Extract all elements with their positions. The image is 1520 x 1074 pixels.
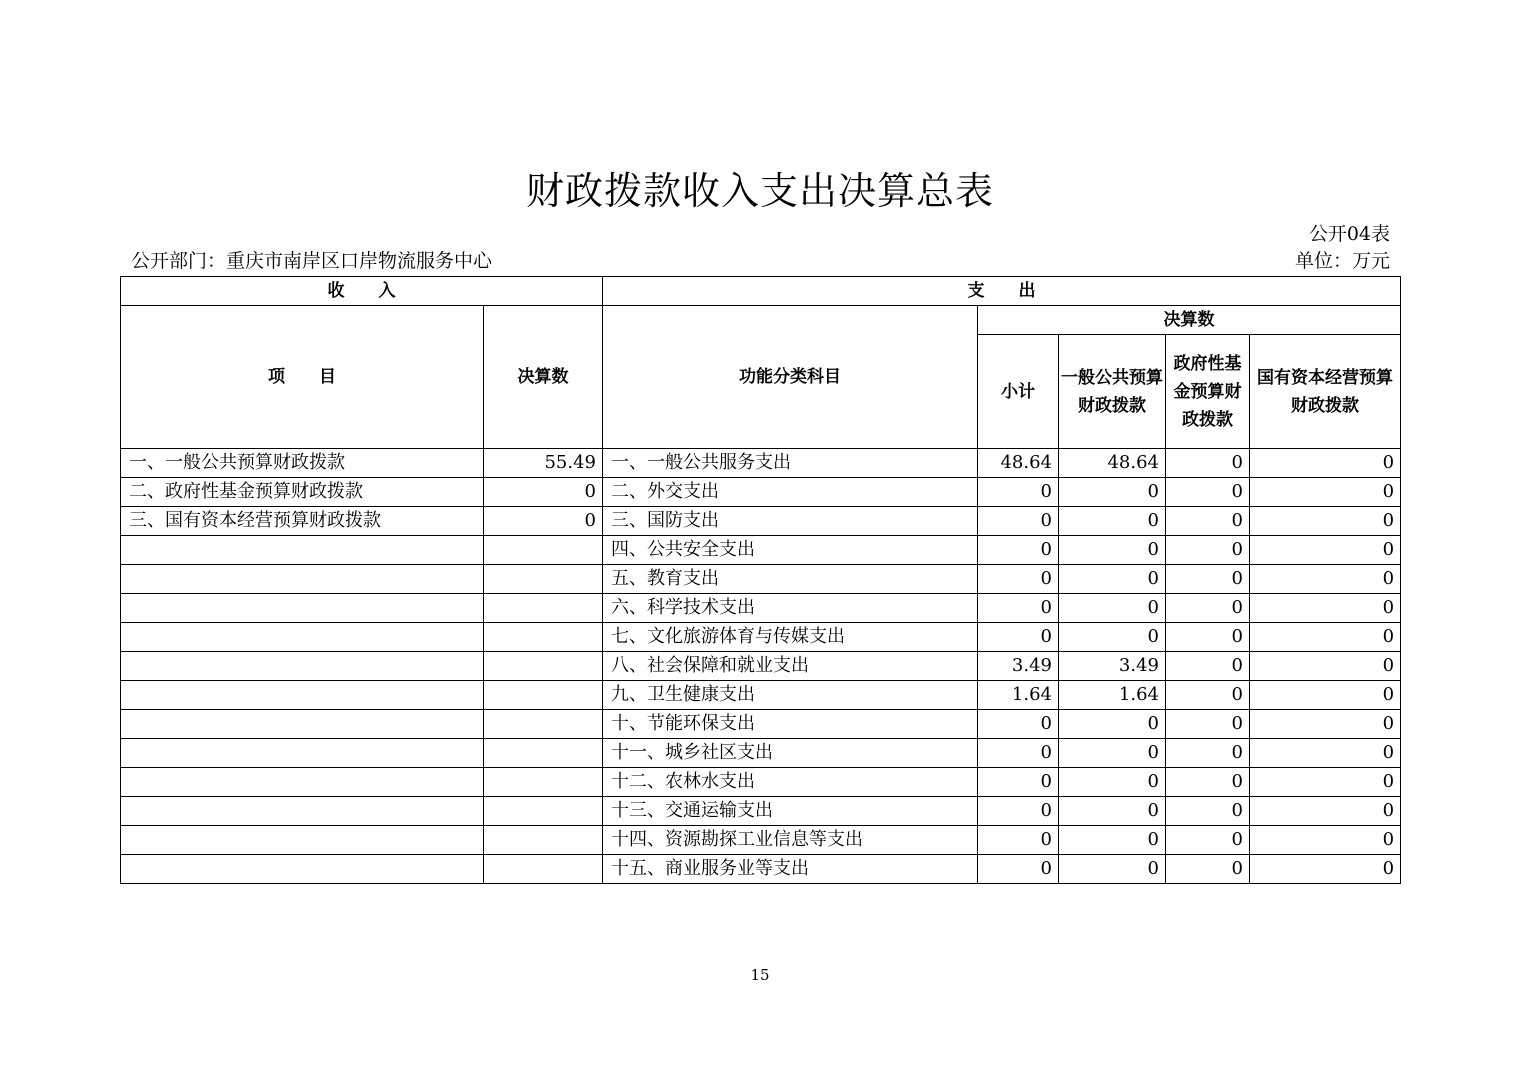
gov-fund-cell: 0 [1166,623,1250,652]
table-row [121,536,1401,565]
general-budget-cell: 0 [1059,565,1166,594]
general-budget-cell: 0 [1059,507,1166,536]
category-cell: 八、社会保障和就业支出 [603,652,978,681]
state-capital-cell: 0 [1250,797,1401,826]
subtotal-cell: 48.64 [978,449,1059,478]
subtotal-cell: 0 [978,797,1059,826]
income-amount-cell [484,768,603,797]
category-cell: 十五、商业服务业等支出 [603,855,978,884]
gov-fund-cell: 0 [1166,739,1250,768]
income-amount-cell [484,652,603,681]
table-number: 公开04表 [1308,223,1390,245]
subtotal-cell: 0 [978,507,1059,536]
state-capital-cell: 0 [1250,826,1401,855]
state-capital-cell: 0 [1250,710,1401,739]
subtotal-cell: 0 [978,565,1059,594]
category-cell: 十、节能环保支出 [603,710,978,739]
income-amount-cell [484,681,603,710]
state-capital-cell: 0 [1250,623,1401,652]
general-budget-cell: 0 [1059,594,1166,623]
gov-fund-cell: 0 [1166,565,1250,594]
state-capital-cell: 0 [1250,768,1401,797]
final-amount-header: 决算数 [978,306,1401,335]
state-capital-header: 国有资本经营预算财政拨款 [1250,335,1401,449]
state-capital-cell: 0 [1250,855,1401,884]
table-row [121,652,1401,681]
gov-fund-cell: 0 [1166,594,1250,623]
general-budget-cell: 0 [1059,710,1166,739]
general-budget-cell: 0 [1059,478,1166,507]
income-amount-cell [484,710,603,739]
category-cell: 十三、交通运输支出 [603,797,978,826]
table-row [121,623,1401,652]
table-row [121,797,1401,826]
income-item-cell [121,681,484,710]
table-row [121,855,1401,884]
gov-fund-cell: 0 [1166,449,1250,478]
income-item-cell: 三、国有资本经营预算财政拨款 [121,507,484,536]
income-item-cell [121,536,484,565]
income-item-cell [121,652,484,681]
category-cell: 十二、农林水支出 [603,768,978,797]
income-amount-cell [484,565,603,594]
state-capital-cell: 0 [1250,681,1401,710]
general-budget-cell: 1.64 [1059,681,1166,710]
table-row [121,449,1401,478]
income-item-cell [121,826,484,855]
subtotal-cell: 0 [978,826,1059,855]
function-category-header: 功能分类科目 [603,306,978,449]
income-amount-cell: 0 [484,507,603,536]
table-row [121,710,1401,739]
income-item-cell [121,797,484,826]
gov-fund-cell: 0 [1166,536,1250,565]
state-capital-cell: 0 [1250,507,1401,536]
table-row [121,768,1401,797]
subtotal-cell: 0 [978,594,1059,623]
income-item-cell [121,768,484,797]
gov-fund-cell: 0 [1166,507,1250,536]
table-row [121,594,1401,623]
general-budget-cell: 0 [1059,797,1166,826]
category-cell: 一、一般公共服务支出 [603,449,978,478]
gov-fund-cell: 0 [1166,681,1250,710]
subtotal-cell: 0 [978,710,1059,739]
document-title: 财政拨款收入支出决算总表 [525,169,994,213]
table-row [121,826,1401,855]
gov-fund-cell: 0 [1166,478,1250,507]
state-capital-cell: 0 [1250,739,1401,768]
table-row [121,681,1401,710]
subtotal-cell: 0 [978,855,1059,884]
general-budget-cell: 0 [1059,826,1166,855]
gov-fund-cell: 0 [1166,768,1250,797]
state-capital-cell: 0 [1250,652,1401,681]
table-row [121,565,1401,594]
category-cell: 十四、资源勘探工业信息等支出 [603,826,978,855]
general-budget-header: 一般公共预算财政拨款 [1059,335,1166,449]
subtotal-cell: 0 [978,768,1059,797]
gov-fund-cell: 0 [1166,710,1250,739]
subtotal-cell: 0 [978,536,1059,565]
income-amount-cell [484,826,603,855]
income-amount-cell [484,797,603,826]
income-item-cell [121,565,484,594]
subtotal-cell: 0 [978,739,1059,768]
category-cell: 四、公共安全支出 [603,536,978,565]
income-item-cell [121,739,484,768]
state-capital-cell: 0 [1250,565,1401,594]
gov-fund-cell: 0 [1166,652,1250,681]
subtotal-cell: 0 [978,478,1059,507]
department-label: 公开部门：重庆市南岸区口岸物流服务中心 [131,250,493,272]
category-cell: 十一、城乡社区支出 [603,739,978,768]
gov-fund-cell: 0 [1166,797,1250,826]
income-item-cell: 一、一般公共预算财政拨款 [121,449,484,478]
general-budget-cell: 0 [1059,739,1166,768]
table-row [121,739,1401,768]
income-amount-cell: 55.49 [484,449,603,478]
gov-fund-cell: 0 [1166,855,1250,884]
income-amount-cell [484,623,603,652]
item-header: 项 目 [121,306,484,449]
gov-fund-cell: 0 [1166,826,1250,855]
category-cell: 二、外交支出 [603,478,978,507]
table-row [121,478,1401,507]
subtotal-cell: 1.64 [978,681,1059,710]
unit-label: 单位：万元 [1294,250,1390,272]
general-budget-cell: 48.64 [1059,449,1166,478]
income-amount-cell [484,536,603,565]
category-cell: 六、科学技术支出 [603,594,978,623]
general-budget-cell: 0 [1059,536,1166,565]
state-capital-cell: 0 [1250,449,1401,478]
category-cell: 五、教育支出 [603,565,978,594]
state-capital-cell: 0 [1250,478,1401,507]
page-number: 15 [750,966,770,984]
income-amount-cell [484,855,603,884]
income-item-cell [121,594,484,623]
table-row [121,507,1401,536]
category-cell: 三、国防支出 [603,507,978,536]
general-budget-cell: 3.49 [1059,652,1166,681]
budget-table [120,276,1401,884]
state-capital-cell: 0 [1250,536,1401,565]
income-item-cell [121,855,484,884]
category-cell: 七、文化旅游体育与传媒支出 [603,623,978,652]
category-cell: 九、卫生健康支出 [603,681,978,710]
general-budget-cell: 0 [1059,768,1166,797]
general-budget-cell: 0 [1059,623,1166,652]
income-amount-cell [484,739,603,768]
expense-header: 支 出 [603,277,1401,306]
income-amount-cell [484,594,603,623]
amount-header: 决算数 [484,306,603,449]
income-item-cell [121,710,484,739]
general-budget-cell: 0 [1059,855,1166,884]
subtotal-cell: 0 [978,623,1059,652]
gov-fund-header: 政府性基金预算财政拨款 [1166,335,1250,449]
income-item-cell: 二、政府性基金预算财政拨款 [121,478,484,507]
income-amount-cell: 0 [484,478,603,507]
subtotal-header: 小计 [978,335,1059,449]
subtotal-cell: 3.49 [978,652,1059,681]
income-header: 收 入 [121,277,603,306]
income-item-cell [121,623,484,652]
state-capital-cell: 0 [1250,594,1401,623]
